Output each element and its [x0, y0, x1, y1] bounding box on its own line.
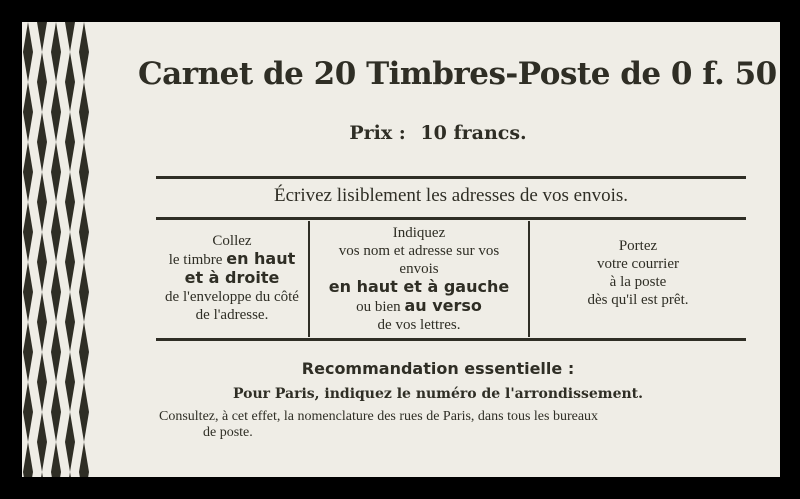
col2-line1: Indiquez — [392, 225, 446, 241]
margin-lozenge — [23, 142, 33, 202]
col2-line4 — [310, 278, 528, 297]
margin-lozenge — [51, 82, 61, 142]
consult-line-1: Consultez, à cet effet, la nomenclature des rues de Paris, dans tous les bureaux — [159, 409, 599, 424]
margin-lozenge — [79, 442, 89, 477]
margin-lozenge — [23, 322, 33, 382]
margin-lozenge — [65, 292, 75, 352]
margin-lozenge — [37, 352, 47, 412]
margin-lozenge — [37, 172, 47, 232]
margin-lozenge — [65, 112, 75, 172]
margin-lozenge — [23, 82, 33, 142]
margin-lozenge — [79, 22, 89, 82]
margin-lozenge — [79, 202, 89, 262]
booklet-title: Carnet de 20 Timbres-Poste de 0 f. 50 — [138, 56, 777, 92]
margin-lozenge — [23, 22, 33, 82]
margin-lozenge — [65, 352, 75, 412]
column-post-mail — [530, 237, 746, 347]
middle-rule — [156, 217, 746, 220]
col2-line4-bold: en haut et à gauche — [328, 277, 510, 296]
margin-lozenge — [37, 292, 47, 352]
margin-lozenge — [23, 202, 33, 262]
col1-line2-bold: en haut — [226, 249, 296, 268]
col1-line5: de l'adresse. — [195, 307, 269, 323]
margin-lozenge — [51, 22, 61, 82]
cover-content — [96, 22, 780, 477]
margin-lozenge — [37, 112, 47, 172]
recommendation-heading: Recommandation essentielle : — [301, 359, 575, 378]
margin-lozenge — [65, 412, 75, 472]
margin-lozenge — [79, 262, 89, 322]
col1-line2-plain: le timbre — [168, 252, 223, 268]
col2-line5-bold: au verso — [404, 296, 482, 315]
margin-lozenge — [23, 262, 33, 322]
top-rule — [156, 176, 746, 179]
col1-line4: de l'enveloppe du côté — [165, 289, 299, 305]
margin-lozenge — [65, 22, 75, 52]
margin-lozenge — [51, 322, 61, 382]
margin-lozenge — [65, 472, 75, 477]
col2-line3: envois — [399, 261, 439, 277]
col3-line3: à la poste — [609, 274, 667, 290]
margin-lozenge — [51, 442, 61, 477]
margin-lozenge — [37, 472, 47, 477]
margin-lozenge — [23, 442, 33, 477]
margin-lozenge — [37, 232, 47, 292]
margin-lozenge — [51, 142, 61, 202]
margin-lozenge — [79, 142, 89, 202]
price-label: Prix : — [349, 122, 406, 144]
price-value: 10 francs. — [420, 122, 527, 144]
margin-lozenge — [79, 382, 89, 442]
margin-lozenge — [37, 412, 47, 472]
col3-line1: Portez — [618, 238, 658, 254]
margin-lozenge — [37, 52, 47, 112]
margin-lozenge — [79, 82, 89, 142]
booklet-price — [96, 122, 780, 144]
margin-lozenge — [51, 202, 61, 262]
consult-line-2: de poste. — [203, 425, 253, 440]
decorative-margin-pattern — [22, 22, 96, 477]
paris-note: Pour Paris, indiquez le numéro de l'arrondissement. — [232, 386, 644, 402]
col1-line3 — [156, 269, 308, 288]
col2-line6: de vos lettres. — [377, 317, 461, 333]
col1-line2 — [156, 250, 308, 269]
margin-lozenge — [23, 382, 33, 442]
margin-lozenge — [79, 322, 89, 382]
address-instruction: Écrivez lisiblement les adresses de vos envois. — [273, 185, 629, 206]
margin-lozenge — [65, 232, 75, 292]
column-affix-stamp — [156, 232, 308, 342]
margin-lozenge — [65, 52, 75, 112]
col2-line5 — [310, 297, 528, 316]
col1-line1: Collez — [212, 233, 252, 249]
margin-lozenge — [51, 382, 61, 442]
margin-lozenge — [51, 262, 61, 322]
margin-lozenge — [65, 172, 75, 232]
stamp-booklet-cover — [22, 22, 780, 477]
col2-line5-plain: ou bien — [356, 299, 401, 315]
col3-line4: dès qu'il est prêt. — [587, 292, 689, 308]
col2-line2: vos nom et adresse sur vos — [338, 243, 500, 259]
consult-note — [159, 409, 729, 441]
bottom-rule — [156, 338, 746, 341]
column-sender-address — [310, 224, 528, 334]
col1-line3-bold: et à droite — [184, 268, 280, 287]
col3-line2: votre courrier — [596, 256, 680, 272]
margin-lozenge — [37, 22, 47, 52]
